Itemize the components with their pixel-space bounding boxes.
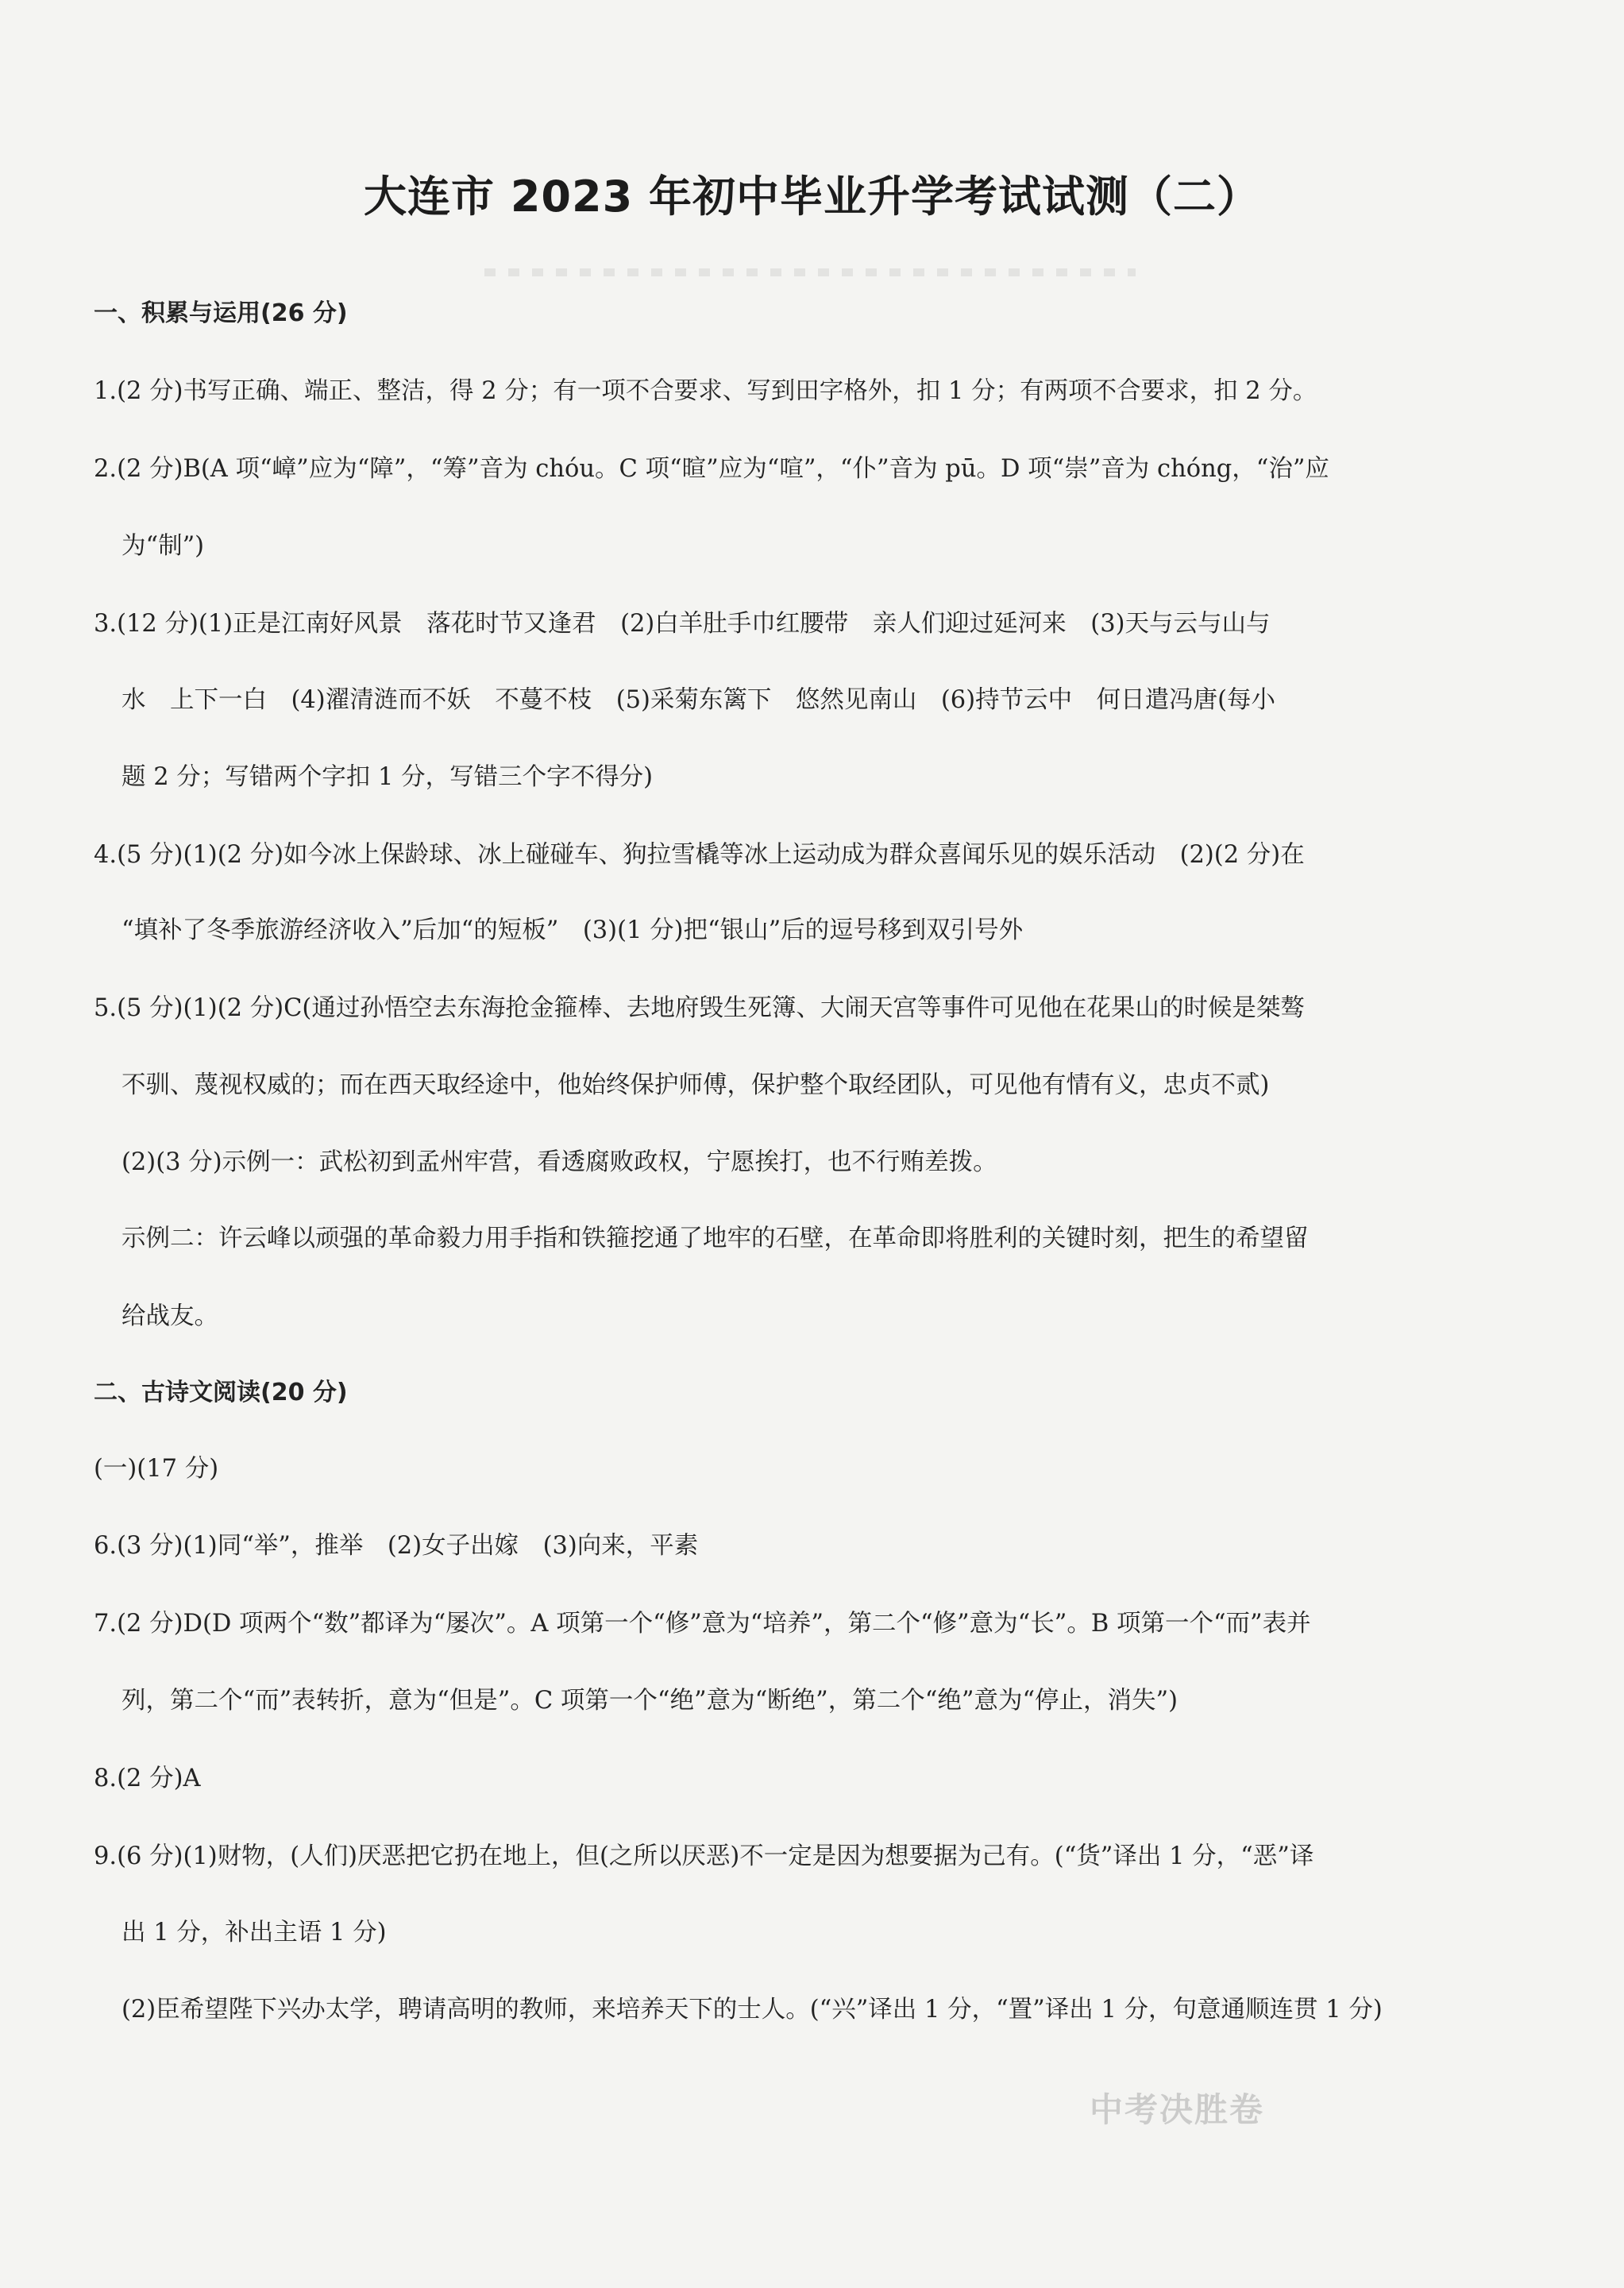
subsection-heading: (一)(17 分)	[94, 1455, 219, 1483]
answer-line: 2.(2 分)B(A 项“嶂”应为“障”，“筹”音为 chóu。C 项“暄”应为“喧”，“仆”音为 pū。D 项“崇”音为 chóng，“治”应	[94, 455, 1329, 483]
answer-line: “填补了冬季旅游经济收入”后加“的短板” (3)(1 分)把“银山”后的逗号移到双引号外	[122, 916, 1024, 944]
answer-line: 示例二：许云峰以顽强的革命毅力用手指和铁箍挖通了地牢的石壁，在革命即将胜利的关键时刻，把生的希望留	[122, 1225, 1309, 1252]
answer-line: 题 2 分；写错两个字扣 1 分，写错三个字不得分)	[122, 763, 653, 791]
answer-line: 给战友。	[122, 1302, 218, 1330]
answer-line: 9.(6 分)(1)财物，(人们)厌恶把它扔在地上，但(之所以厌恶)不一定是因为想要据为己有。(“货”译出 1 分，“恶”译	[94, 1842, 1314, 1870]
section-heading-2: 二、古诗文阅读(20 分)	[94, 1379, 348, 1406]
section-heading-1: 一、积累与运用(26 分)	[94, 299, 348, 327]
page-title: 大连市 2023 年初中毕业升学考试试测（二）	[364, 172, 1260, 222]
answer-line: 1.(2 分)书写正确、端正、整洁，得 2 分；有一项不合要求、写到田字格外，扣 1 分；有两项不合要求，扣 2 分。	[94, 377, 1317, 405]
footer-logo-text: 中考决胜卷	[1090, 2090, 1265, 2129]
answer-line: 8.(2 分)A	[94, 1765, 201, 1792]
scan-artifact	[484, 268, 1136, 276]
answer-line: 列，第二个“而”表转折，意为“但是”。C 项第一个“绝”意为“断绝”，第二个“绝”意为“停止，消失”)	[122, 1687, 1178, 1715]
answer-line: 6.(3 分)(1)同“举”，推举 (2)女子出嫁 (3)向来，平素	[94, 1532, 699, 1560]
answer-line: 3.(12 分)(1)正是江南好风景 落花时节又逢君 (2)白羊肚手巾红腰带 亲人们迎过延河来 (3)天与云与山与	[94, 610, 1271, 638]
answer-line: 水 上下一白 (4)濯清涟而不妖 不蔓不枝 (5)采菊东篱下 悠然见南山 (6)持节云中 何日遣冯唐(每小	[122, 686, 1276, 714]
answer-line: 7.(2 分)D(D 项两个“数”都译为“屡次”。A 项第一个“修”意为“培养”，第二个“修”意为“长”。B 项第一个“而”表并	[94, 1610, 1311, 1638]
footer-brand-logo	[1090, 2084, 1550, 2130]
answer-line: 不驯、蔑视权威的；而在西天取经途中，他始终保护师傅，保护整个取经团队，可见他有情有义，忠贞不贰)	[122, 1071, 1270, 1099]
answer-line: (2)臣希望陛下兴办太学，聘请高明的教师，来培养天下的士人。(“兴”译出 1 分，“置”译出 1 分，句意通顺连贯 1 分)	[122, 1996, 1383, 2024]
answer-line: 4.(5 分)(1)(2 分)如今冰上保龄球、冰上碰碰车、狗拉雪橇等冰上运动成为群众喜闻乐见的娱乐活动 (2)(2 分)在	[94, 841, 1305, 869]
answer-line: (2)(3 分)示例一：武松初到孟州牢营，看透腐败政权，宁愿挨打，也不行贿差拨。	[122, 1148, 997, 1176]
answer-line: 5.(5 分)(1)(2 分)C(通过孙悟空去东海抢金箍棒、去地府毁生死簿、大闹天宫等事件可见他在花果山的时候是桀骜	[94, 994, 1305, 1022]
answer-line: 为“制”)	[122, 532, 205, 560]
answer-line: 出 1 分，补出主语 1 分)	[122, 1919, 387, 1947]
